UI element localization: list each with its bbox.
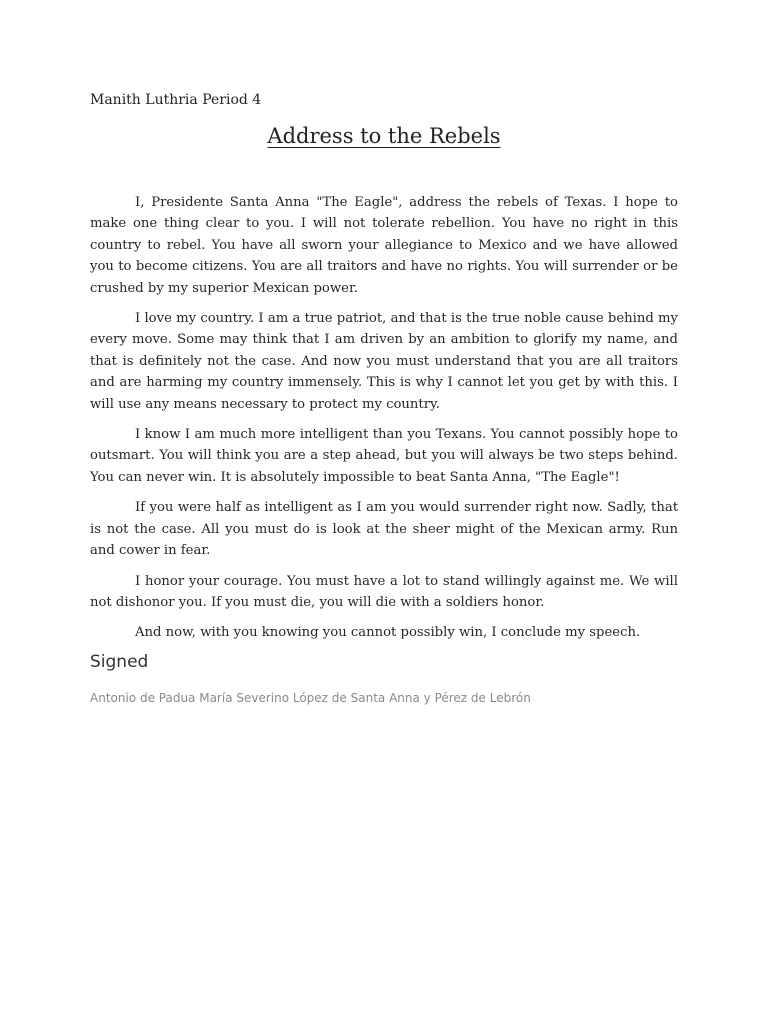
signature-name: Antonio de Padua María Severino López de Santa Anna y Pérez de Lebrón (90, 691, 531, 705)
author-line: Manith Luthria Period 4 (90, 92, 262, 108)
paragraph-4: If you were half as intelligent as I am you would surrender right now. Sadly, that is not the case. All you must do is look at the sheer might of the Mexican army. Run and cower in fear. (90, 500, 678, 559)
paragraph-1: I, Presidente Santa Anna "The Eagle", address the rebels of Texas. I hope to make one thing clear to you. I will not tolerate rebellion. You have no right in this country to rebel. You have all sworn your allegiance to Mexico and we have allowed you to become citizens. You are all traitors and have no rights. You will surrender or be crushed by my superior Mexican power. (90, 195, 678, 296)
document-title-wrapper (0, 124, 768, 148)
signed-label: Signed (90, 652, 149, 672)
document-body (90, 192, 678, 653)
document-title: Address to the Rebels (267, 124, 501, 148)
paragraph-3: I know I am much more intelligent than you Texans. You cannot possibly hope to outsmart. You will think you are a step ahead, but you will always be two steps behind. You can never win. It is absolutely impossible to beat Santa Anna, "The Eagle"! (90, 427, 678, 485)
paragraph-5: I honor your courage. You must have a lot to stand willingly against me. We will not dishonor you. If you must die, you will die with a soldiers honor. (90, 573, 678, 610)
paragraph-2: I love my country. I am a true patriot, and that is the true noble cause behind my every move. Some may think that I am driven by an ambition to glorify my name, and that is definitely not the case. And now you must understand that you are all traitors and are harming my country immensely. This is why I cannot let you get by with this. I will use any means necessary to protect my country. (90, 311, 678, 412)
paragraph-6: And now, with you knowing you cannot possibly win, I conclude my speech. (135, 625, 641, 641)
